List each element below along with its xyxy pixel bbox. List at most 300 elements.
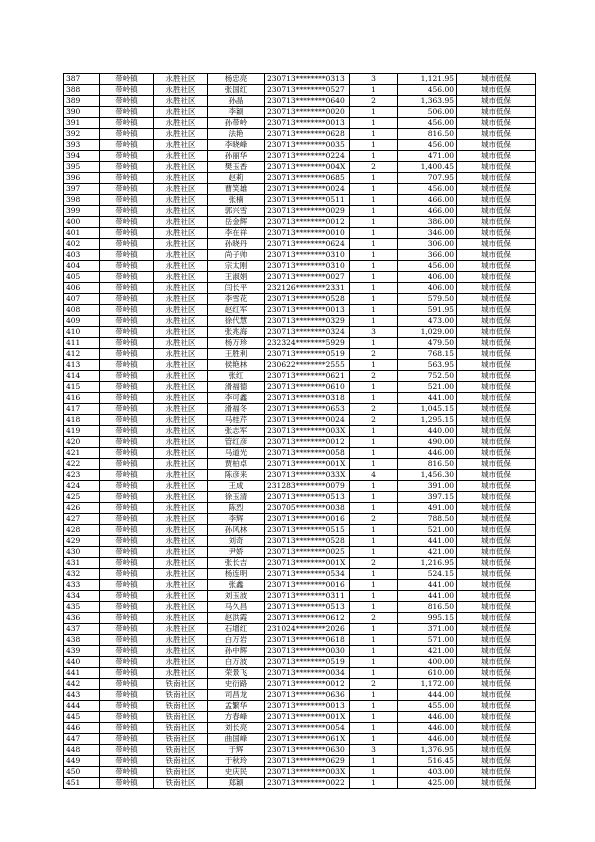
town-cell: 带岭镇 — [100, 426, 154, 437]
household-size-cell: 2 — [350, 349, 398, 360]
id-number-cell: 230713********0012 — [265, 437, 350, 448]
id-number-cell: 230713********0624 — [265, 239, 350, 250]
table-row — [64, 745, 536, 756]
id-number-cell: 230705********0038 — [265, 503, 350, 514]
person-name-cell: 孟繁华 — [208, 701, 265, 712]
town-cell: 带岭镇 — [100, 283, 154, 294]
id-number-cell: 230713********0024 — [265, 184, 350, 195]
table-body — [64, 74, 536, 789]
assistance-type-cell: 城市低保 — [457, 140, 536, 151]
town-cell: 带岭镇 — [100, 305, 154, 316]
town-cell: 带岭镇 — [100, 360, 154, 371]
person-name-cell: 杨忠亮 — [208, 74, 265, 85]
assistance-type-cell: 城市低保 — [457, 536, 536, 547]
table-row — [64, 140, 536, 151]
community-cell: 永胜社区 — [154, 624, 208, 635]
assistance-type-cell: 城市低保 — [457, 635, 536, 646]
household-size-cell: 2 — [350, 404, 398, 415]
row-number-cell: 398 — [64, 195, 100, 206]
amount-cell: 406.00 — [398, 272, 457, 283]
town-cell: 带岭镇 — [100, 85, 154, 96]
person-name-cell: 管红彦 — [208, 437, 265, 448]
id-number-cell: 230713********0629 — [265, 756, 350, 767]
person-name-cell: 李晓峰 — [208, 140, 265, 151]
amount-cell: 446.00 — [398, 723, 457, 734]
town-cell: 带岭镇 — [100, 415, 154, 426]
amount-cell: 397.15 — [398, 492, 457, 503]
town-cell: 带岭镇 — [100, 206, 154, 217]
community-cell: 铁南社区 — [154, 745, 208, 756]
row-number-cell: 435 — [64, 602, 100, 613]
row-number-cell: 429 — [64, 536, 100, 547]
amount-cell: 455.00 — [398, 701, 457, 712]
row-number-cell: 413 — [64, 360, 100, 371]
row-number-cell: 424 — [64, 481, 100, 492]
amount-cell: 446.00 — [398, 712, 457, 723]
assistance-type-cell: 城市低保 — [457, 679, 536, 690]
assistance-type-cell: 城市低保 — [457, 734, 536, 745]
amount-cell: 1,172.00 — [398, 679, 457, 690]
table-row — [64, 558, 536, 569]
community-cell: 永胜社区 — [154, 503, 208, 514]
assistance-type-cell: 城市低保 — [457, 514, 536, 525]
id-number-cell: 230713********0030 — [265, 646, 350, 657]
id-number-cell: 230713********0653 — [265, 404, 350, 415]
person-name-cell: 张兆海 — [208, 327, 265, 338]
id-number-cell: 230713********001X — [265, 712, 350, 723]
id-number-cell: 230713********0024 — [265, 415, 350, 426]
community-cell: 永胜社区 — [154, 635, 208, 646]
person-name-cell: 史衍路 — [208, 679, 265, 690]
id-number-cell: 230713********0029 — [265, 206, 350, 217]
community-cell: 永胜社区 — [154, 184, 208, 195]
id-number-cell: 230713********061X — [265, 734, 350, 745]
household-size-cell: 2 — [350, 558, 398, 569]
amount-cell: 579.50 — [398, 294, 457, 305]
assistance-type-cell: 城市低保 — [457, 107, 536, 118]
assistance-table — [63, 73, 536, 789]
assistance-type-cell: 城市低保 — [457, 492, 536, 503]
table-row — [64, 228, 536, 239]
town-cell: 带岭镇 — [100, 767, 154, 778]
row-number-cell: 434 — [64, 591, 100, 602]
person-name-cell: 马久昌 — [208, 602, 265, 613]
row-number-cell: 393 — [64, 140, 100, 151]
amount-cell: 306.00 — [398, 239, 457, 250]
household-size-cell: 1 — [350, 481, 398, 492]
id-number-cell: 230713********0511 — [265, 195, 350, 206]
table-row — [64, 723, 536, 734]
household-size-cell: 4 — [350, 470, 398, 481]
table-row — [64, 272, 536, 283]
table-row — [64, 404, 536, 415]
person-name-cell: 司昌龙 — [208, 690, 265, 701]
community-cell: 永胜社区 — [154, 239, 208, 250]
assistance-type-cell: 城市低保 — [457, 74, 536, 85]
community-cell: 永胜社区 — [154, 371, 208, 382]
amount-cell: 1,121.95 — [398, 74, 457, 85]
row-number-cell: 402 — [64, 239, 100, 250]
amount-cell: 371.00 — [398, 624, 457, 635]
community-cell: 铁南社区 — [154, 767, 208, 778]
household-size-cell: 1 — [350, 536, 398, 547]
table-row — [64, 547, 536, 558]
id-number-cell: 230713********0035 — [265, 140, 350, 151]
town-cell: 带岭镇 — [100, 437, 154, 448]
table-row — [64, 129, 536, 140]
amount-cell: 425.00 — [398, 778, 457, 789]
row-number-cell: 392 — [64, 129, 100, 140]
household-size-cell: 1 — [350, 118, 398, 129]
id-number-cell: 231283********0079 — [265, 481, 350, 492]
household-size-cell: 1 — [350, 778, 398, 789]
person-name-cell: 法艳 — [208, 129, 265, 140]
table-row — [64, 360, 536, 371]
row-number-cell: 442 — [64, 679, 100, 690]
community-cell: 永胜社区 — [154, 525, 208, 536]
assistance-type-cell: 城市低保 — [457, 668, 536, 679]
row-number-cell: 447 — [64, 734, 100, 745]
assistance-type-cell: 城市低保 — [457, 327, 536, 338]
community-cell: 永胜社区 — [154, 261, 208, 272]
person-name-cell: 杨万珍 — [208, 338, 265, 349]
table-row — [64, 118, 536, 129]
household-size-cell: 1 — [350, 723, 398, 734]
id-number-cell: 230713********0618 — [265, 635, 350, 646]
row-number-cell: 420 — [64, 437, 100, 448]
town-cell: 带岭镇 — [100, 525, 154, 536]
town-cell: 带岭镇 — [100, 129, 154, 140]
amount-cell: 400.00 — [398, 657, 457, 668]
community-cell: 永胜社区 — [154, 338, 208, 349]
amount-cell: 441.00 — [398, 580, 457, 591]
amount-cell: 366.00 — [398, 250, 457, 261]
amount-cell: 563.95 — [398, 360, 457, 371]
town-cell: 带岭镇 — [100, 635, 154, 646]
table-row — [64, 481, 536, 492]
id-number-cell: 230713********0528 — [265, 536, 350, 547]
amount-cell: 1,045.15 — [398, 404, 457, 415]
person-name-cell: 李可鑫 — [208, 393, 265, 404]
household-size-cell: 1 — [350, 305, 398, 316]
row-number-cell: 433 — [64, 580, 100, 591]
town-cell: 带岭镇 — [100, 327, 154, 338]
amount-cell: 768.15 — [398, 349, 457, 360]
amount-cell: 816.50 — [398, 602, 457, 613]
community-cell: 永胜社区 — [154, 294, 208, 305]
id-number-cell: 230713********0519 — [265, 657, 350, 668]
row-number-cell: 451 — [64, 778, 100, 789]
household-size-cell: 1 — [350, 426, 398, 437]
person-name-cell: 李在祥 — [208, 228, 265, 239]
household-size-cell: 2 — [350, 679, 398, 690]
table-row — [64, 536, 536, 547]
table-row — [64, 756, 536, 767]
amount-cell: 441.00 — [398, 393, 457, 404]
table-row — [64, 250, 536, 261]
table-row — [64, 459, 536, 470]
amount-cell: 346.00 — [398, 228, 457, 239]
assistance-type-cell: 城市低保 — [457, 305, 536, 316]
person-name-cell: 曲国峰 — [208, 734, 265, 745]
person-name-cell: 张志军 — [208, 426, 265, 437]
person-name-cell: 尹娇 — [208, 547, 265, 558]
amount-cell: 788.50 — [398, 514, 457, 525]
community-cell: 永胜社区 — [154, 195, 208, 206]
person-name-cell: 李颖 — [208, 107, 265, 118]
town-cell: 带岭镇 — [100, 646, 154, 657]
assistance-type-cell: 城市低保 — [457, 481, 536, 492]
community-cell: 铁南社区 — [154, 723, 208, 734]
row-number-cell: 444 — [64, 701, 100, 712]
town-cell: 带岭镇 — [100, 140, 154, 151]
id-number-cell: 230713********0534 — [265, 569, 350, 580]
town-cell: 带岭镇 — [100, 624, 154, 635]
town-cell: 带岭镇 — [100, 173, 154, 184]
row-number-cell: 416 — [64, 393, 100, 404]
amount-cell: 403.00 — [398, 767, 457, 778]
person-name-cell: 于辉 — [208, 745, 265, 756]
table-row — [64, 734, 536, 745]
amount-cell: 444.00 — [398, 690, 457, 701]
row-number-cell: 450 — [64, 767, 100, 778]
community-cell: 永胜社区 — [154, 393, 208, 404]
id-number-cell: 230713********033X — [265, 470, 350, 481]
household-size-cell: 1 — [350, 580, 398, 591]
table-row — [64, 195, 536, 206]
town-cell: 带岭镇 — [100, 492, 154, 503]
assistance-type-cell: 城市低保 — [457, 195, 536, 206]
household-size-cell: 3 — [350, 74, 398, 85]
community-cell: 铁南社区 — [154, 701, 208, 712]
assistance-type-cell: 城市低保 — [457, 459, 536, 470]
town-cell: 带岭镇 — [100, 657, 154, 668]
community-cell: 永胜社区 — [154, 228, 208, 239]
assistance-type-cell: 城市低保 — [457, 228, 536, 239]
community-cell: 永胜社区 — [154, 657, 208, 668]
household-size-cell: 1 — [350, 228, 398, 239]
amount-cell: 1,456.30 — [398, 470, 457, 481]
person-name-cell: 于秋玲 — [208, 756, 265, 767]
id-number-cell: 230713********0685 — [265, 173, 350, 184]
table-row — [64, 646, 536, 657]
community-cell: 永胜社区 — [154, 96, 208, 107]
table-row — [64, 679, 536, 690]
assistance-type-cell: 城市低保 — [457, 349, 536, 360]
person-name-cell: 闫长平 — [208, 283, 265, 294]
amount-cell: 456.00 — [398, 184, 457, 195]
household-size-cell: 1 — [350, 624, 398, 635]
person-name-cell: 刘玉波 — [208, 591, 265, 602]
assistance-type-cell: 城市低保 — [457, 96, 536, 107]
amount-cell: 421.00 — [398, 547, 457, 558]
table-row — [64, 107, 536, 118]
row-number-cell: 390 — [64, 107, 100, 118]
id-number-cell: 230713********0513 — [265, 602, 350, 613]
table-row — [64, 151, 536, 162]
id-number-cell: 230713********0013 — [265, 118, 350, 129]
table-row — [64, 96, 536, 107]
id-number-cell: 230713********0636 — [265, 690, 350, 701]
assistance-type-cell: 城市低保 — [457, 118, 536, 129]
town-cell: 带岭镇 — [100, 272, 154, 283]
person-name-cell: 张国红 — [208, 85, 265, 96]
id-number-cell: 230713********0027 — [265, 272, 350, 283]
community-cell: 永胜社区 — [154, 448, 208, 459]
person-name-cell: 赵洪霞 — [208, 613, 265, 624]
id-number-cell: 230713********0054 — [265, 723, 350, 734]
table-row — [64, 415, 536, 426]
town-cell: 带岭镇 — [100, 162, 154, 173]
amount-cell: 446.00 — [398, 448, 457, 459]
id-number-cell: 230713********0318 — [265, 393, 350, 404]
id-number-cell: 230713********0034 — [265, 668, 350, 679]
person-name-cell: 孙中辉 — [208, 646, 265, 657]
row-number-cell: 448 — [64, 745, 100, 756]
amount-cell: 1,029.00 — [398, 327, 457, 338]
table-row — [64, 448, 536, 459]
amount-cell: 506.00 — [398, 107, 457, 118]
person-name-cell: 张楠 — [208, 195, 265, 206]
person-name-cell: 张鑫 — [208, 580, 265, 591]
row-number-cell: 404 — [64, 261, 100, 272]
household-size-cell: 1 — [350, 756, 398, 767]
assistance-type-cell: 城市低保 — [457, 525, 536, 536]
assistance-type-cell: 城市低保 — [457, 580, 536, 591]
community-cell: 永胜社区 — [154, 547, 208, 558]
household-size-cell: 1 — [350, 184, 398, 195]
row-number-cell: 387 — [64, 74, 100, 85]
row-number-cell: 445 — [64, 712, 100, 723]
id-number-cell: 230713********0612 — [265, 613, 350, 624]
person-name-cell: 陈烈 — [208, 503, 265, 514]
household-size-cell: 1 — [350, 283, 398, 294]
id-number-cell: 230713********0630 — [265, 745, 350, 756]
row-number-cell: 440 — [64, 657, 100, 668]
id-number-cell: 230713********0610 — [265, 382, 350, 393]
assistance-type-cell: 城市低保 — [457, 646, 536, 657]
person-name-cell: 曹笑雄 — [208, 184, 265, 195]
id-number-cell: 230713********0640 — [265, 96, 350, 107]
town-cell: 带岭镇 — [100, 503, 154, 514]
community-cell: 永胜社区 — [154, 305, 208, 316]
row-number-cell: 400 — [64, 217, 100, 228]
community-cell: 永胜社区 — [154, 426, 208, 437]
row-number-cell: 438 — [64, 635, 100, 646]
assistance-type-cell: 城市低保 — [457, 85, 536, 96]
table-row — [64, 503, 536, 514]
amount-cell: 456.00 — [398, 85, 457, 96]
row-number-cell: 422 — [64, 459, 100, 470]
table-row — [64, 305, 536, 316]
table-row — [64, 217, 536, 228]
community-cell: 永胜社区 — [154, 415, 208, 426]
assistance-type-cell: 城市低保 — [457, 151, 536, 162]
row-number-cell: 388 — [64, 85, 100, 96]
table-row — [64, 426, 536, 437]
person-name-cell: 杨连明 — [208, 569, 265, 580]
community-cell: 永胜社区 — [154, 173, 208, 184]
community-cell: 永胜社区 — [154, 558, 208, 569]
town-cell: 带岭镇 — [100, 448, 154, 459]
assistance-type-cell: 城市低保 — [457, 239, 536, 250]
household-size-cell: 1 — [350, 261, 398, 272]
person-name-cell: 徐玉清 — [208, 492, 265, 503]
household-size-cell: 1 — [350, 712, 398, 723]
community-cell: 永胜社区 — [154, 668, 208, 679]
assistance-type-cell: 城市低保 — [457, 547, 536, 558]
town-cell: 带岭镇 — [100, 591, 154, 602]
community-cell: 永胜社区 — [154, 250, 208, 261]
amount-cell: 490.00 — [398, 437, 457, 448]
community-cell: 永胜社区 — [154, 437, 208, 448]
row-number-cell: 423 — [64, 470, 100, 481]
assistance-type-cell: 城市低保 — [457, 613, 536, 624]
id-number-cell: 230713********003X — [265, 767, 350, 778]
person-name-cell: 刘奇 — [208, 536, 265, 547]
community-cell: 永胜社区 — [154, 85, 208, 96]
person-name-cell: 孙风林 — [208, 525, 265, 536]
assistance-type-cell: 城市低保 — [457, 393, 536, 404]
id-number-cell: 230713********0020 — [265, 107, 350, 118]
community-cell: 永胜社区 — [154, 580, 208, 591]
id-number-cell: 230713********0519 — [265, 349, 350, 360]
town-cell: 带岭镇 — [100, 393, 154, 404]
assistance-type-cell: 城市低保 — [457, 250, 536, 261]
assistance-type-cell: 城市低保 — [457, 162, 536, 173]
id-number-cell: 230713********0016 — [265, 514, 350, 525]
row-number-cell: 408 — [64, 305, 100, 316]
table-row — [64, 239, 536, 250]
town-cell: 带岭镇 — [100, 118, 154, 129]
community-cell: 永胜社区 — [154, 327, 208, 338]
id-number-cell: 230713********0528 — [265, 294, 350, 305]
table-row — [64, 74, 536, 85]
table-row — [64, 173, 536, 184]
table-row — [64, 393, 536, 404]
amount-cell: 406.00 — [398, 283, 457, 294]
person-name-cell: 石增红 — [208, 624, 265, 635]
person-name-cell: 赵红军 — [208, 305, 265, 316]
household-size-cell: 2 — [350, 415, 398, 426]
table-row — [64, 294, 536, 305]
community-cell: 永胜社区 — [154, 107, 208, 118]
town-cell: 带岭镇 — [100, 338, 154, 349]
assistance-type-cell: 城市低保 — [457, 426, 536, 437]
community-cell: 铁南社区 — [154, 778, 208, 789]
table-row — [64, 701, 536, 712]
amount-cell: 386.00 — [398, 217, 457, 228]
household-size-cell: 1 — [350, 690, 398, 701]
amount-cell: 446.00 — [398, 734, 457, 745]
table-row — [64, 657, 536, 668]
row-number-cell: 443 — [64, 690, 100, 701]
household-size-cell: 1 — [350, 206, 398, 217]
household-size-cell: 1 — [350, 360, 398, 371]
assistance-type-cell: 城市低保 — [457, 272, 536, 283]
household-size-cell: 1 — [350, 382, 398, 393]
household-size-cell: 1 — [350, 767, 398, 778]
community-cell: 永胜社区 — [154, 591, 208, 602]
household-size-cell: 1 — [350, 602, 398, 613]
town-cell: 带岭镇 — [100, 470, 154, 481]
community-cell: 永胜社区 — [154, 118, 208, 129]
person-name-cell: 贾柏卓 — [208, 459, 265, 470]
community-cell: 永胜社区 — [154, 360, 208, 371]
assistance-type-cell: 城市低保 — [457, 371, 536, 382]
assistance-type-cell: 城市低保 — [457, 470, 536, 481]
household-size-cell: 1 — [350, 492, 398, 503]
